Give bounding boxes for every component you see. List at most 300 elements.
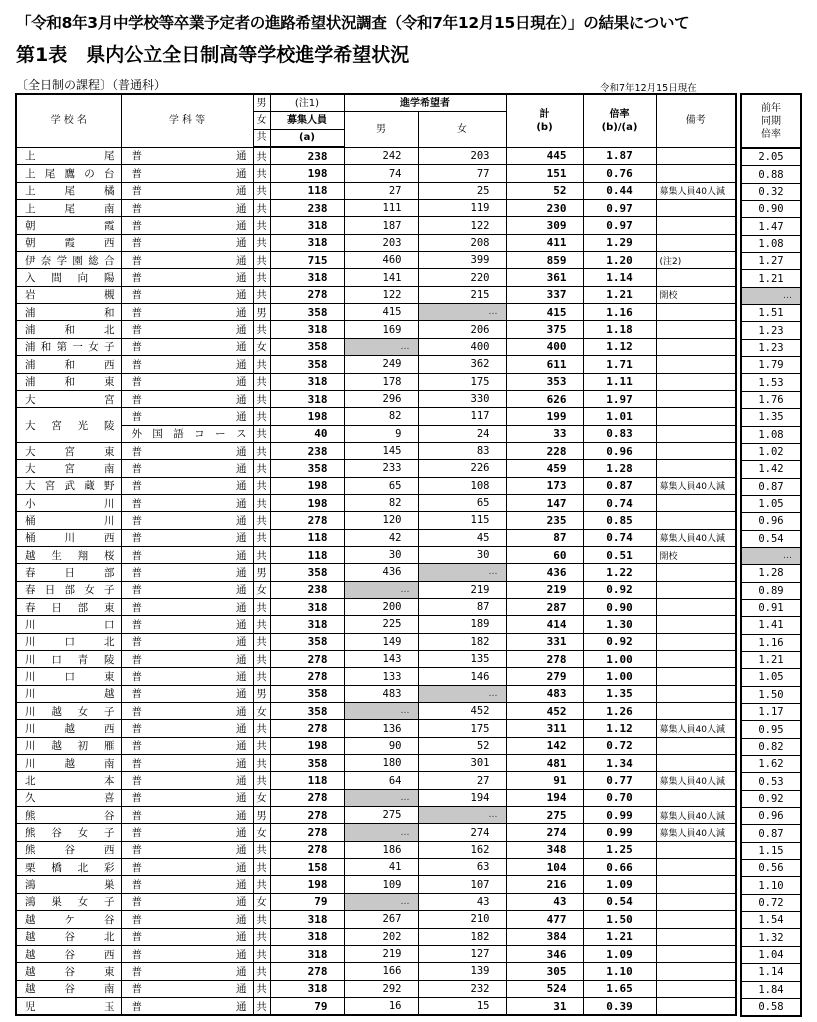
ratio: 1.25 xyxy=(583,841,656,858)
department-char: 通 xyxy=(236,237,247,250)
department-char: 通 xyxy=(236,289,247,302)
remarks xyxy=(656,789,736,806)
department-char: 通 xyxy=(236,514,247,527)
department-char: 普 xyxy=(131,445,142,458)
department-char: 普 xyxy=(131,879,142,892)
ratio: 0.85 xyxy=(583,512,656,529)
school-name: 北本 xyxy=(16,772,121,789)
female-count: 189 xyxy=(418,616,506,633)
department-char: 普 xyxy=(131,723,142,736)
table-row xyxy=(16,581,736,598)
department-char: 通 xyxy=(236,705,247,718)
department xyxy=(121,807,253,824)
capacity: 358 xyxy=(270,703,344,720)
previous-ratio-row xyxy=(741,617,801,634)
previous-ratio-row xyxy=(741,322,801,339)
previous-ratio: 1.04 xyxy=(741,946,801,963)
female-count: 362 xyxy=(418,356,506,373)
capacity: 278 xyxy=(270,807,344,824)
previous-ratio-row xyxy=(741,547,801,564)
previous-ratio: 1.76 xyxy=(741,391,801,408)
total-count: 147 xyxy=(506,494,583,511)
previous-ratio-row xyxy=(741,686,801,703)
previous-ratio: 0.87 xyxy=(741,478,801,495)
table-row xyxy=(16,408,736,425)
ratio: 1.50 xyxy=(583,911,656,928)
female-count: 135 xyxy=(418,651,506,668)
ratio: 0.90 xyxy=(583,598,656,615)
sex-type: 女 xyxy=(253,893,270,910)
department-char: 語 xyxy=(173,428,184,441)
sex-type: 共 xyxy=(253,373,270,390)
school-name: 大宮東 xyxy=(16,442,121,459)
remarks xyxy=(656,876,736,893)
previous-ratio: 0.88 xyxy=(741,166,801,183)
previous-ratio-row xyxy=(741,738,801,755)
department-char: 通 xyxy=(236,168,247,181)
department-char: 通 xyxy=(236,948,247,961)
department-char: 普 xyxy=(131,462,142,475)
previous-ratio-row xyxy=(741,964,801,981)
sex-type: 共 xyxy=(253,494,270,511)
header-school: 学 校 名 xyxy=(16,94,121,147)
document-title: 「令和8年3月中学校等卒業予定者の進路希望状況調査（令和7年12月15日現在）」の結果について xyxy=(16,14,690,32)
school-name: 久喜 xyxy=(16,789,121,806)
header-female: 女 xyxy=(418,112,506,147)
total-count: 194 xyxy=(506,789,583,806)
header-total: 計 (b) xyxy=(506,94,583,147)
ratio: 1.30 xyxy=(583,616,656,633)
department xyxy=(121,477,253,494)
capacity: 198 xyxy=(270,494,344,511)
school-name: 上尾 xyxy=(16,147,121,165)
previous-ratio: 1.54 xyxy=(741,912,801,929)
department xyxy=(121,147,253,165)
table-row xyxy=(16,928,736,945)
department-char: 通 xyxy=(236,792,247,805)
remarks: 募集人員40人減 xyxy=(656,720,736,737)
header-capacity: 募集人員 xyxy=(270,112,344,129)
female-count: 226 xyxy=(418,460,506,477)
table-row xyxy=(16,546,736,563)
capacity: 40 xyxy=(270,425,344,442)
department-char: 普 xyxy=(131,497,142,510)
department xyxy=(121,963,253,980)
total-count: 287 xyxy=(506,598,583,615)
school-name: 浦和東 xyxy=(16,373,121,390)
sex-type: 共 xyxy=(253,772,270,789)
sex-type: 女 xyxy=(253,581,270,598)
total-count: 411 xyxy=(506,234,583,251)
table-row xyxy=(16,165,736,182)
department-char: 普 xyxy=(131,549,142,562)
previous-ratio: 1.10 xyxy=(741,877,801,894)
capacity: 278 xyxy=(270,651,344,668)
female-count: 203 xyxy=(418,147,506,165)
table-row xyxy=(16,234,736,251)
sex-type: 共 xyxy=(253,928,270,945)
capacity: 318 xyxy=(270,911,344,928)
department-char: 普 xyxy=(131,792,142,805)
capacity: 318 xyxy=(270,598,344,615)
male-count: 143 xyxy=(344,651,418,668)
ratio: 0.99 xyxy=(583,824,656,841)
school-name: 大宮 xyxy=(16,390,121,407)
capacity: 318 xyxy=(270,616,344,633)
department-char: 普 xyxy=(131,393,142,406)
department-char: 通 xyxy=(236,324,247,337)
total-count: 216 xyxy=(506,876,583,893)
capacity: 318 xyxy=(270,321,344,338)
total-count: 91 xyxy=(506,772,583,789)
sex-type: 共 xyxy=(253,980,270,997)
table-row xyxy=(16,494,736,511)
department xyxy=(121,928,253,945)
department-char: 普 xyxy=(131,272,142,285)
header-sex-3: 共 xyxy=(253,129,270,147)
table-row xyxy=(16,876,736,893)
total-count: 346 xyxy=(506,945,583,962)
school-name: 桶川西 xyxy=(16,529,121,546)
female-count: 65 xyxy=(418,494,506,511)
ratio: 1.34 xyxy=(583,755,656,772)
female-count: 107 xyxy=(418,876,506,893)
female-count: … xyxy=(418,685,506,702)
remarks xyxy=(656,217,736,234)
male-count: 225 xyxy=(344,616,418,633)
female-count: 25 xyxy=(418,182,506,199)
department xyxy=(121,997,253,1015)
male-count: 267 xyxy=(344,911,418,928)
total-count: 445 xyxy=(506,147,583,165)
ratio: 1.21 xyxy=(583,286,656,303)
male-count: 187 xyxy=(344,217,418,234)
school-name: 入間向陽 xyxy=(16,269,121,286)
previous-ratio-row xyxy=(741,912,801,929)
school-name: 上尾南 xyxy=(16,200,121,217)
table-row xyxy=(16,338,736,355)
female-count: 330 xyxy=(418,390,506,407)
school-name: 小川 xyxy=(16,494,121,511)
department-char: 通 xyxy=(236,150,247,163)
total-count: 104 xyxy=(506,859,583,876)
department-char: 通 xyxy=(236,965,247,978)
previous-ratio: 1.32 xyxy=(741,929,801,946)
sex-type: 共 xyxy=(253,755,270,772)
sex-type: 男 xyxy=(253,807,270,824)
previous-ratio-row xyxy=(741,426,801,443)
department-char: 通 xyxy=(236,931,247,944)
ratio: 1.20 xyxy=(583,252,656,269)
total-count: 173 xyxy=(506,477,583,494)
department-char: 普 xyxy=(131,844,142,857)
department xyxy=(121,564,253,581)
ratio: 1.18 xyxy=(583,321,656,338)
female-count: 208 xyxy=(418,234,506,251)
table-row xyxy=(16,997,736,1015)
ratio: 1.16 xyxy=(583,304,656,321)
department-char: 普 xyxy=(131,237,142,250)
sex-type: 共 xyxy=(253,876,270,893)
school-name: 浦和 xyxy=(16,304,121,321)
remarks: 募集人員40人減 xyxy=(656,477,736,494)
total-count: 275 xyxy=(506,807,583,824)
school-name: 朝霞西 xyxy=(16,234,121,251)
department-char: 普 xyxy=(131,653,142,666)
previous-ratio: … xyxy=(741,287,801,304)
male-count: 149 xyxy=(344,633,418,650)
remarks: 募集人員40人減 xyxy=(656,182,736,199)
school-name: 春日部東 xyxy=(16,598,121,615)
remarks xyxy=(656,841,736,858)
ratio: 1.01 xyxy=(583,408,656,425)
male-count: 180 xyxy=(344,755,418,772)
ratio: 1.14 xyxy=(583,269,656,286)
remarks xyxy=(656,425,736,442)
total-count: 481 xyxy=(506,755,583,772)
total-count: 477 xyxy=(506,911,583,928)
capacity: 318 xyxy=(270,928,344,945)
previous-ratio-row xyxy=(741,669,801,686)
capacity: 118 xyxy=(270,772,344,789)
female-count: 210 xyxy=(418,911,506,928)
ratio: 0.51 xyxy=(583,546,656,563)
department-char: 通 xyxy=(236,688,247,701)
school-name: 川越女子 xyxy=(16,703,121,720)
total-count: 31 xyxy=(506,997,583,1015)
department xyxy=(121,546,253,563)
department-char: 通 xyxy=(236,844,247,857)
remarks xyxy=(656,234,736,251)
department-char: 普 xyxy=(131,324,142,337)
remarks xyxy=(656,616,736,633)
total-count: 199 xyxy=(506,408,583,425)
ratio: 0.96 xyxy=(583,442,656,459)
table-row xyxy=(16,564,736,581)
remarks xyxy=(656,598,736,615)
department xyxy=(121,494,253,511)
female-count: 301 xyxy=(418,755,506,772)
ratio: 1.00 xyxy=(583,668,656,685)
previous-ratio: 1.41 xyxy=(741,617,801,634)
previous-ratio: 0.96 xyxy=(741,513,801,530)
sex-type: 共 xyxy=(253,252,270,269)
previous-ratio-row xyxy=(741,842,801,859)
previous-ratio-row xyxy=(741,565,801,582)
total-count: 60 xyxy=(506,546,583,563)
previous-ratio-table xyxy=(740,93,802,1017)
department xyxy=(121,876,253,893)
male-count: … xyxy=(344,703,418,720)
capacity: 358 xyxy=(270,356,344,373)
sex-type: 共 xyxy=(253,720,270,737)
total-count: 151 xyxy=(506,165,583,182)
school-name: 春日部 xyxy=(16,564,121,581)
table-title: 第1表 県内公立全日制高等学校進学希望状況 xyxy=(16,44,410,66)
remarks xyxy=(656,512,736,529)
department xyxy=(121,425,253,442)
total-count: 415 xyxy=(506,304,583,321)
department xyxy=(121,269,253,286)
capacity: 318 xyxy=(270,373,344,390)
header-dept: 学 科 等 xyxy=(121,94,253,147)
capacity: 318 xyxy=(270,390,344,407)
department xyxy=(121,460,253,477)
table-row xyxy=(16,217,736,234)
ratio: 0.97 xyxy=(583,217,656,234)
department-char: 普 xyxy=(131,584,142,597)
previous-ratio: 1.21 xyxy=(741,270,801,287)
female-count: 127 xyxy=(418,945,506,962)
ratio: 1.35 xyxy=(583,685,656,702)
capacity: 118 xyxy=(270,546,344,563)
department-char: 普 xyxy=(131,705,142,718)
capacity: 278 xyxy=(270,824,344,841)
previous-ratio-row xyxy=(741,513,801,530)
sex-type: 共 xyxy=(253,997,270,1015)
female-count: 43 xyxy=(418,893,506,910)
remarks: (注2) xyxy=(656,252,736,269)
capacity: 278 xyxy=(270,789,344,806)
department xyxy=(121,304,253,321)
previous-ratio: 0.89 xyxy=(741,582,801,599)
table-row xyxy=(16,200,736,217)
total-count: 43 xyxy=(506,893,583,910)
capacity: 358 xyxy=(270,460,344,477)
ratio: 1.71 xyxy=(583,356,656,373)
department-char: 通 xyxy=(236,861,247,874)
previous-ratio: 1.47 xyxy=(741,218,801,235)
previous-ratio-row xyxy=(741,981,801,998)
ratio: 0.92 xyxy=(583,633,656,650)
department xyxy=(121,165,253,182)
table-row xyxy=(16,841,736,858)
department-char: 通 xyxy=(236,757,247,770)
sex-type: 共 xyxy=(253,408,270,425)
sex-type: 共 xyxy=(253,356,270,373)
department xyxy=(121,529,253,546)
capacity: 118 xyxy=(270,182,344,199)
previous-ratio: 1.62 xyxy=(741,756,801,773)
remarks xyxy=(656,980,736,997)
department xyxy=(121,859,253,876)
department-char: 普 xyxy=(131,861,142,874)
total-count: 384 xyxy=(506,928,583,945)
as-of-date: 令和7年12月15日現在 xyxy=(600,83,697,94)
total-count: 52 xyxy=(506,182,583,199)
department-char: 普 xyxy=(131,740,142,753)
department-char: 通 xyxy=(236,983,247,996)
capacity: 715 xyxy=(270,252,344,269)
department xyxy=(121,373,253,390)
department xyxy=(121,616,253,633)
female-count: 232 xyxy=(418,980,506,997)
total-count: 375 xyxy=(506,321,583,338)
previous-ratio-row xyxy=(741,374,801,391)
remarks xyxy=(656,581,736,598)
ratio: 1.26 xyxy=(583,703,656,720)
male-count: 166 xyxy=(344,963,418,980)
department-char: 普 xyxy=(131,913,142,926)
table-row xyxy=(16,720,736,737)
previous-ratio-row xyxy=(741,704,801,721)
sex-type: 共 xyxy=(253,598,270,615)
remarks xyxy=(656,269,736,286)
remarks xyxy=(656,390,736,407)
department xyxy=(121,893,253,910)
table-row xyxy=(16,529,736,546)
department xyxy=(121,651,253,668)
capacity: 198 xyxy=(270,165,344,182)
table-row xyxy=(16,668,736,685)
remarks: 募集人員40人減 xyxy=(656,824,736,841)
remarks xyxy=(656,893,736,910)
previous-ratio-row xyxy=(741,235,801,252)
previous-ratio: 0.91 xyxy=(741,599,801,616)
previous-ratio-row xyxy=(741,946,801,963)
total-count: 436 xyxy=(506,564,583,581)
capacity: 278 xyxy=(270,841,344,858)
capacity: 358 xyxy=(270,564,344,581)
previous-ratio: 1.02 xyxy=(741,443,801,460)
previous-ratio: 1.27 xyxy=(741,253,801,270)
table-row xyxy=(16,269,736,286)
capacity: 278 xyxy=(270,286,344,303)
previous-ratio-row xyxy=(741,478,801,495)
male-count: 202 xyxy=(344,928,418,945)
department-char: コ xyxy=(194,428,205,441)
department-char: 普 xyxy=(131,775,142,788)
capacity: 278 xyxy=(270,668,344,685)
school-name: 川口東 xyxy=(16,668,121,685)
department xyxy=(121,980,253,997)
department-char: 普 xyxy=(131,809,142,822)
department xyxy=(121,217,253,234)
school-name: 熊谷 xyxy=(16,807,121,824)
total-count: 331 xyxy=(506,633,583,650)
male-count: 42 xyxy=(344,529,418,546)
remarks xyxy=(656,373,736,390)
previous-ratio-row xyxy=(741,634,801,651)
remarks: 開校 xyxy=(656,546,736,563)
ratio: 1.29 xyxy=(583,234,656,251)
sex-type: 共 xyxy=(253,425,270,442)
male-count: 27 xyxy=(344,182,418,199)
remarks xyxy=(656,737,736,754)
female-count: … xyxy=(418,564,506,581)
previous-ratio: 1.21 xyxy=(741,651,801,668)
male-count: 136 xyxy=(344,720,418,737)
previous-ratio: 1.23 xyxy=(741,339,801,356)
school-name: 大宮武蔵野 xyxy=(16,477,121,494)
remarks xyxy=(656,304,736,321)
male-count: 30 xyxy=(344,546,418,563)
department-char: 通 xyxy=(236,272,247,285)
male-count: … xyxy=(344,581,418,598)
table-row xyxy=(16,425,736,442)
previous-ratio: 0.54 xyxy=(741,530,801,547)
department-char: 外 xyxy=(131,428,142,441)
female-count: 63 xyxy=(418,859,506,876)
total-count: 459 xyxy=(506,460,583,477)
department-char: 通 xyxy=(236,723,247,736)
total-count: 305 xyxy=(506,963,583,980)
male-count: 169 xyxy=(344,321,418,338)
female-count: 87 xyxy=(418,598,506,615)
male-count: 109 xyxy=(344,876,418,893)
previous-ratio: … xyxy=(741,547,801,564)
previous-ratio: 0.32 xyxy=(741,183,801,200)
